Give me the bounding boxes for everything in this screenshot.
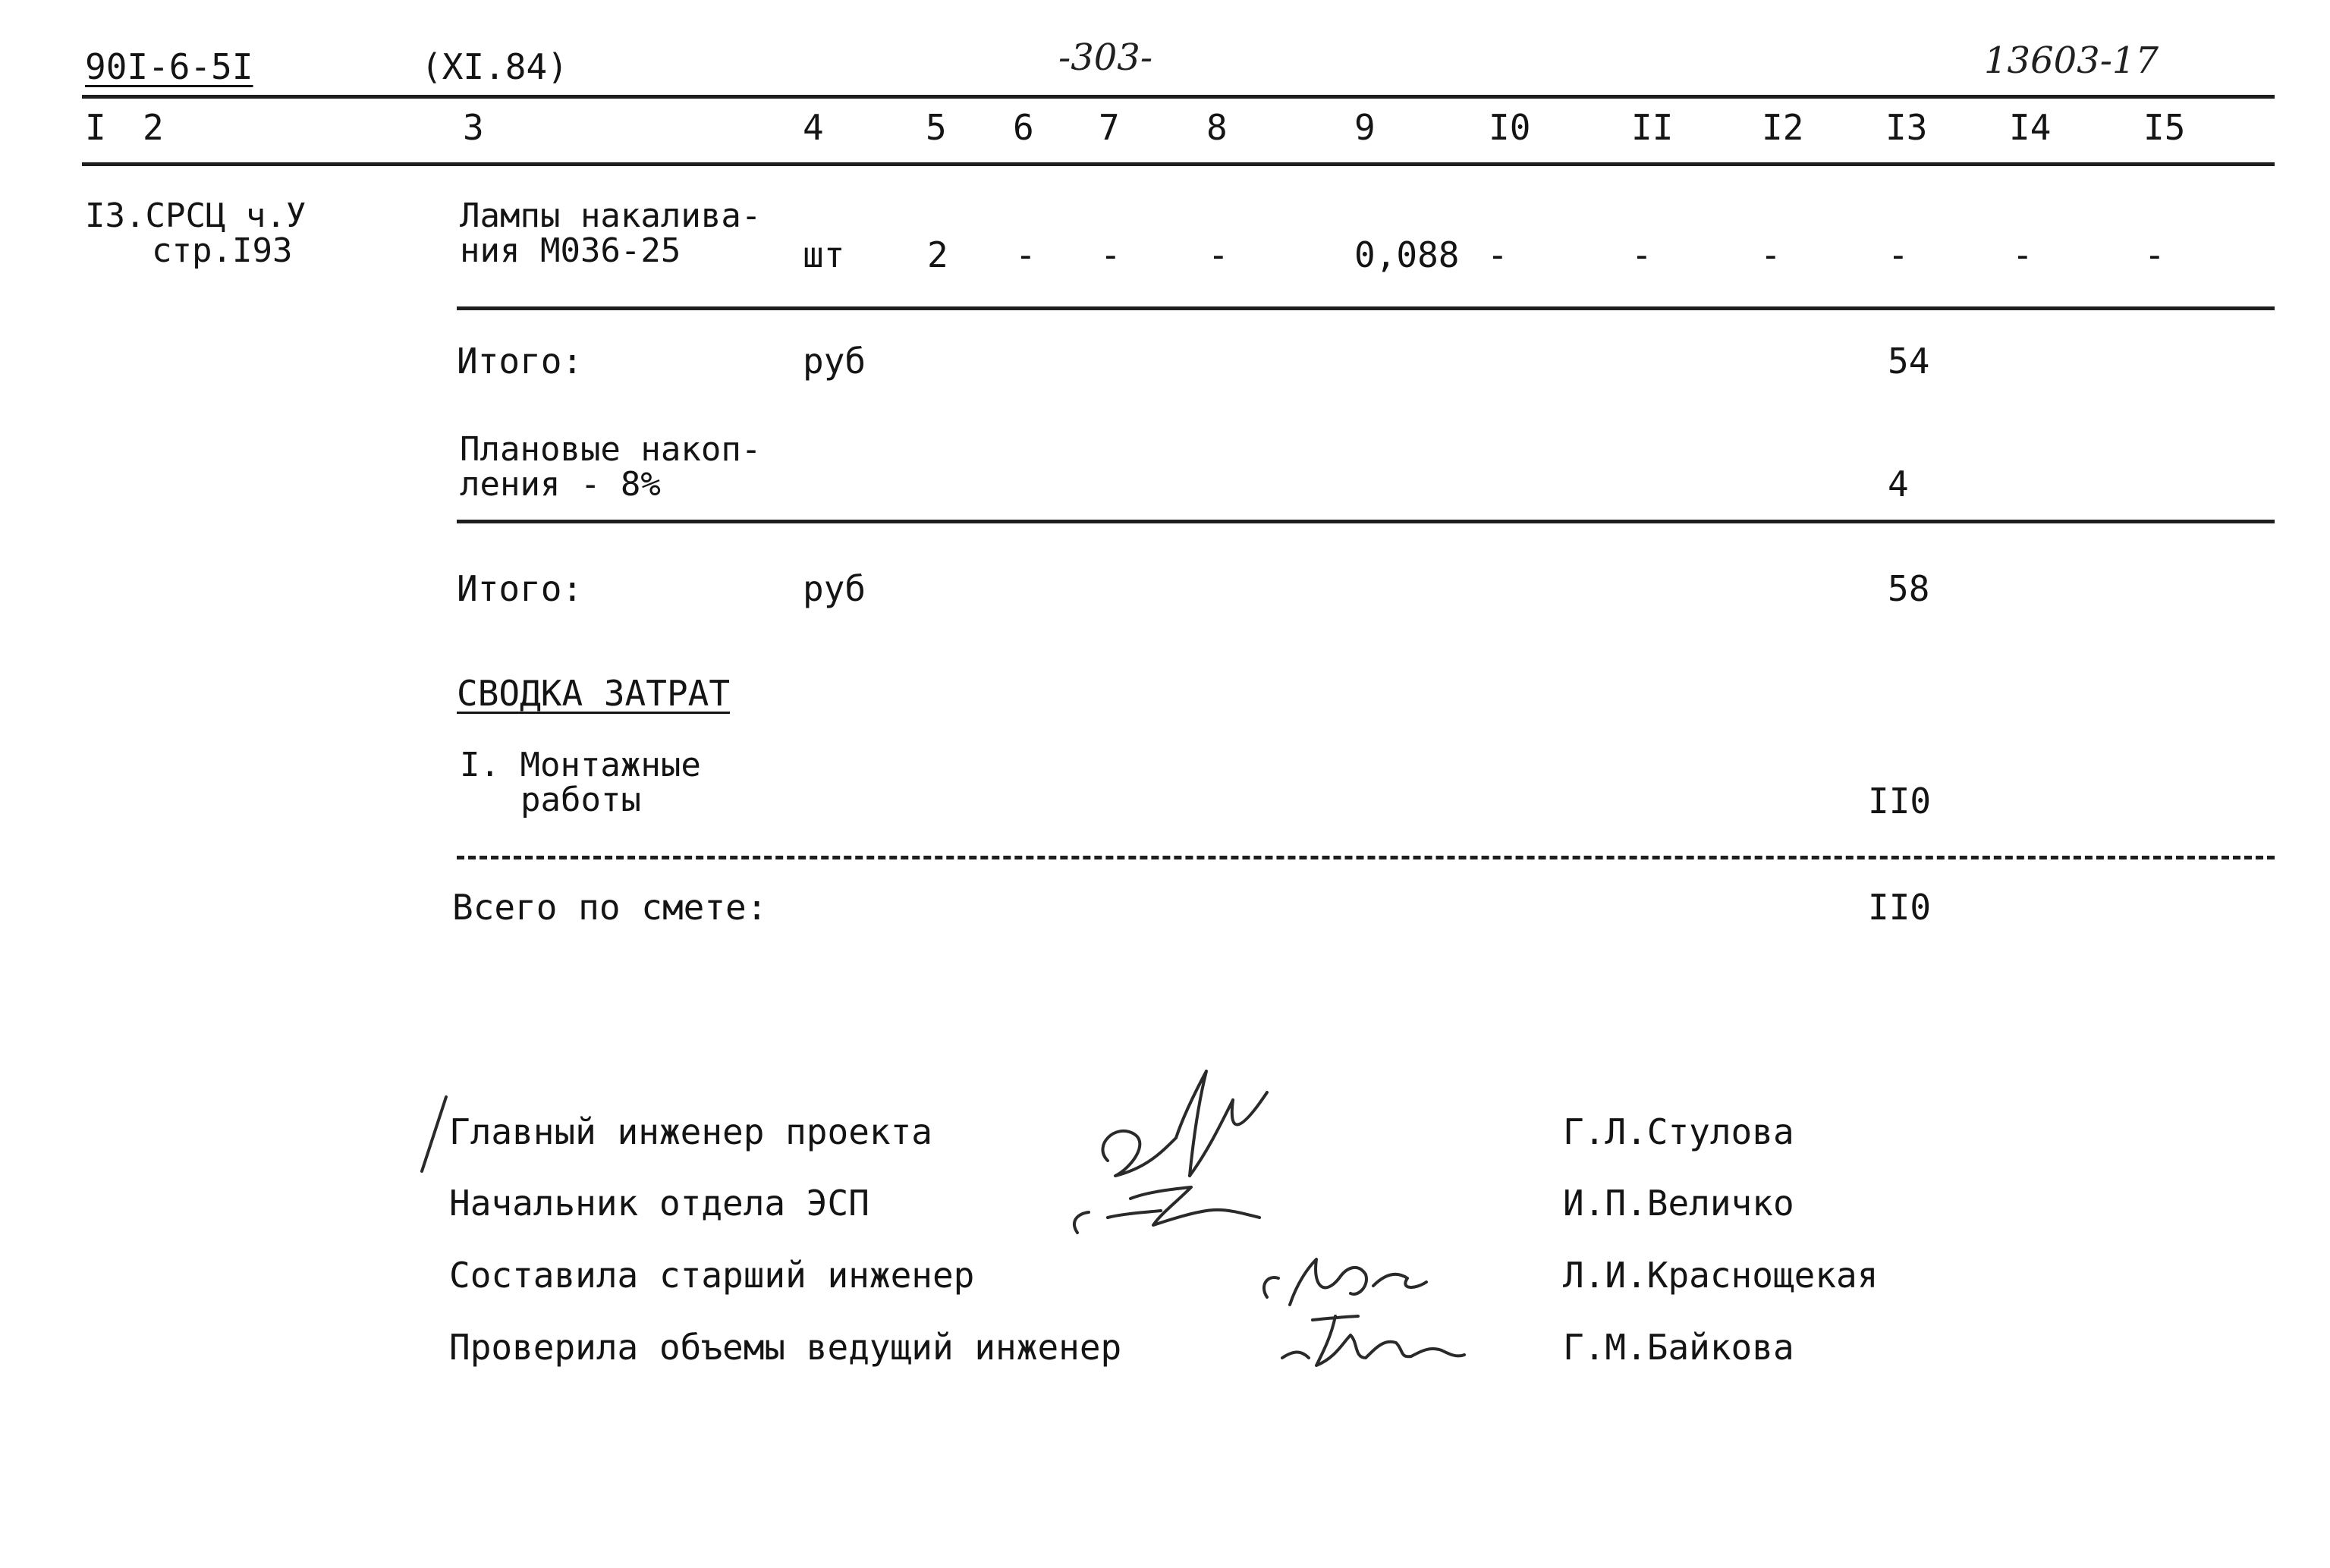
accumulations-label (460, 432, 761, 502)
item-name (460, 196, 762, 270)
header-top-rule (82, 95, 2275, 99)
col-number-4: 4 (803, 107, 824, 148)
summary-item-1 (460, 748, 701, 818)
subtotal-1-value: 54 (1888, 341, 1930, 382)
document-code: 90I-6-5I (85, 46, 253, 87)
col-number-2: 2 (143, 107, 164, 148)
item-col13: - (1888, 234, 1909, 275)
item-col11: - (1631, 234, 1652, 275)
item-col15: - (2144, 234, 2165, 275)
item-col6: - (1015, 234, 1036, 275)
subtotal-2-label: Итого: (457, 568, 583, 609)
margin-slash-mark (416, 1092, 454, 1176)
accumulations-line2: ления - 8% (460, 465, 661, 504)
subtotal-1-unit: руб (803, 341, 866, 382)
item-col8: - (1208, 234, 1229, 275)
item-reference (85, 196, 307, 270)
subtotal-2-unit: руб (803, 568, 866, 609)
item-col9: 0,088 (1354, 234, 1460, 275)
column-header-rule (82, 162, 2275, 166)
summary-item-1-line1: I. Монтажные (460, 746, 701, 784)
page-number: -303- (1058, 36, 1153, 79)
signatory-role-3: Составила старший инженер (449, 1255, 975, 1296)
grand-total-value: II0 (1868, 887, 1932, 928)
date-code: (XI.84) (421, 46, 568, 87)
item-col5: 2 (927, 234, 948, 275)
signatory-role-1: Главный инженер проекта (449, 1111, 932, 1152)
summary-item-1-value: II0 (1868, 781, 1932, 822)
item-col12: - (1760, 234, 1781, 275)
item-rule (457, 306, 2275, 310)
accumulations-line1: Плановые накоп- (460, 430, 762, 469)
subtotal-1-label: Итого: (457, 341, 583, 382)
col-number-14: I4 (2009, 107, 2052, 148)
col-number-7: 7 (1099, 107, 1120, 148)
signatory-name-3: Л.И.Краснощекая (1563, 1255, 1879, 1296)
accumulations-value: 4 (1888, 463, 1909, 504)
summary-rule (457, 856, 2275, 859)
summary-item-1-line2: работы (520, 781, 641, 819)
signatory-name-1: Г.Л.Стулова (1563, 1111, 1794, 1152)
subtotal-2-value: 58 (1888, 568, 1930, 609)
signatory-role-2: Начальник отдела ЭСП (449, 1183, 869, 1224)
accumulations-rule (457, 520, 2275, 523)
item-col7: - (1100, 234, 1121, 275)
summary-title: СВОДКА ЗАТРАТ (457, 673, 731, 714)
col-number-11: II (1631, 107, 1674, 148)
col-number-1: I (85, 107, 106, 148)
col-number-6: 6 (1013, 107, 1034, 148)
item-reference-line1: I3.СРСЦ ч.У (85, 196, 307, 235)
item-unit: шт (803, 234, 845, 275)
archive-number: 13603-17 (1984, 39, 2159, 82)
signatory-role-4: Проверила объемы ведущий инженер (449, 1327, 1122, 1368)
item-col14: - (2012, 234, 2033, 275)
signatory-name-4: Г.М.Байкова (1563, 1327, 1794, 1368)
col-number-13: I3 (1885, 107, 1928, 148)
col-number-8: 8 (1206, 107, 1228, 148)
item-reference-line2: стр.I93 (152, 231, 293, 270)
col-number-5: 5 (926, 107, 947, 148)
item-name-line2: ния М036-25 (460, 231, 681, 270)
col-number-12: I2 (1762, 107, 1804, 148)
item-name-line1: Лампы накалива- (460, 196, 762, 235)
signatory-name-2: И.П.Величко (1563, 1183, 1794, 1224)
col-number-10: I0 (1489, 107, 1531, 148)
item-col10: - (1487, 234, 1508, 275)
handwritten-signature-2 (1244, 1244, 1472, 1381)
handwritten-signature-1 (1062, 1062, 1290, 1244)
col-number-3: 3 (463, 107, 484, 148)
col-number-15: I5 (2143, 107, 2186, 148)
grand-total-label: Всего по смете: (452, 887, 768, 928)
col-number-9: 9 (1354, 107, 1376, 148)
